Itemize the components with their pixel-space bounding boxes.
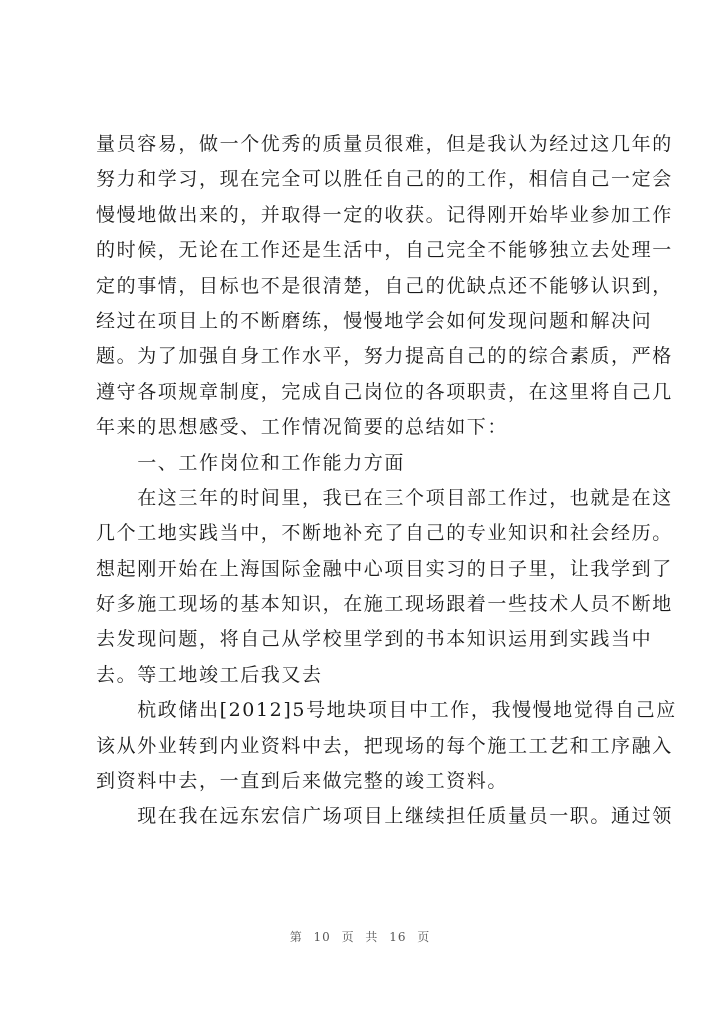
text-line: 该从外业转到内业资料中去，把现场的每个施工工艺和工序融入 — [96, 734, 673, 757]
section-heading: 一、工作岗位和工作能力方面 — [96, 451, 406, 474]
text-line: 好多施工现场的基本知识，在施工现场跟着一些技术人员不断地 — [96, 593, 673, 616]
text-line: 努力和学习，现在完全可以胜任自己的的工作，相信自己一定会 — [96, 168, 673, 191]
text-line: 量员容易，做一个优秀的质量员很难，但是我认为经过这几年的 — [96, 133, 673, 155]
text-line: 题。为了加强自身工作水平，努力提高自己的的综合素质，严格 — [96, 345, 673, 368]
text-line: 经过在项目上的不断磨练，慢慢地学会如何发现问题和解决问 — [96, 309, 653, 332]
body-text — [96, 127, 677, 835]
text-line: 几个工地实践当中，不断地补充了自己的专业知识和社会经历。 — [96, 522, 673, 545]
text-line: 的时候，无论在工作还是生活中，自己完全不能够独立去处理一 — [96, 239, 673, 262]
text-line: 慢慢地做出来的，并取得一定的收获。记得刚开始毕业参加工作 — [96, 203, 673, 226]
text-line: 去。等工地竣工后我又去 — [96, 663, 323, 686]
text-line: 杭政储出[2012]5号地块项目中工作，我慢慢地觉得自己应 — [96, 699, 677, 722]
text-line: 年来的思想感受、工作情况简要的总结如下： — [96, 416, 509, 439]
text-line: 现在我在远东宏信广场项目上继续担任质量员一职。通过领 — [96, 805, 673, 828]
text-line: 去发现问题，将自己从学校里学到的书本知识运用到实践当中 — [96, 628, 653, 651]
text-line: 到资料中去，一直到后来做完整的竣工资料。 — [96, 770, 509, 793]
text-line: 在这三年的时间里，我已在三个项目部工作过，也就是在这 — [96, 486, 673, 509]
page-number-footer: 第 10 页 共 16 页 — [289, 930, 431, 944]
text-line: 想起刚开始在上海国际金融中心项目实习的日子里，让我学到了 — [96, 557, 673, 580]
text-line: 定的事情，目标也不是很清楚，自己的优缺点还不能够认识到， — [96, 274, 673, 297]
text-line: 遵守各项规章制度，完成自己岗位的各项职责，在这里将自己几 — [96, 380, 673, 403]
